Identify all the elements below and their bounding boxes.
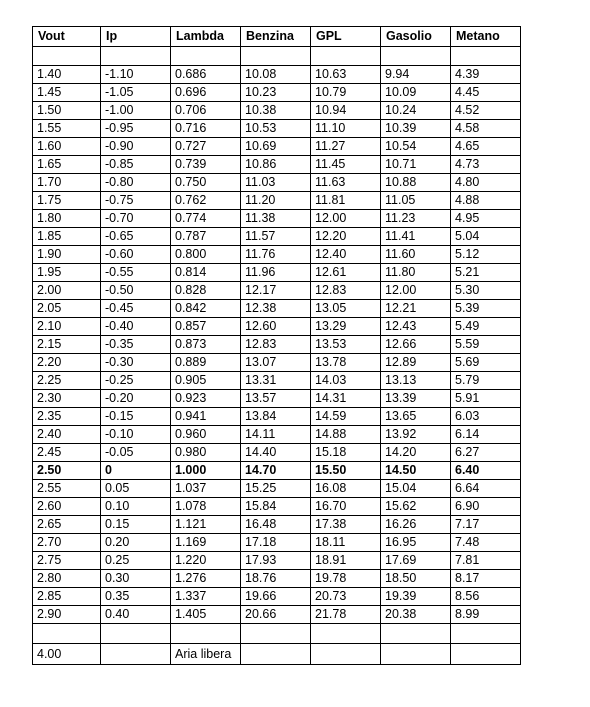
- cell-metano: 4.65: [451, 138, 521, 156]
- cell-metano: 5.30: [451, 282, 521, 300]
- cell-ip: -0.05: [101, 444, 171, 462]
- cell-ip: -0.15: [101, 408, 171, 426]
- header-metano: Metano: [451, 27, 521, 47]
- cell-lambda: 0.889: [171, 354, 241, 372]
- table-row: [33, 588, 521, 606]
- cell-ip: -0.40: [101, 318, 171, 336]
- cell-vout: 1.70: [33, 174, 101, 192]
- cell-metano: 4.73: [451, 156, 521, 174]
- table-row: [33, 408, 521, 426]
- cell-benzina: 11.76: [241, 246, 311, 264]
- table-row: [33, 390, 521, 408]
- cell-gasolio: 18.50: [381, 570, 451, 588]
- header-row: [33, 27, 521, 47]
- cell-lambda: 0.750: [171, 174, 241, 192]
- cell-lambda: 0.739: [171, 156, 241, 174]
- table-row: [33, 462, 521, 480]
- cell-vout: 2.85: [33, 588, 101, 606]
- cell-lambda: 0.980: [171, 444, 241, 462]
- cell-ip: -0.55: [101, 264, 171, 282]
- cell-vout: 2.90: [33, 606, 101, 624]
- cell-lambda: 0.857: [171, 318, 241, 336]
- cell-gpl: 17.38: [311, 516, 381, 534]
- cell-lambda: 0.923: [171, 390, 241, 408]
- cell-ip: -0.70: [101, 210, 171, 228]
- cell-metano: 5.21: [451, 264, 521, 282]
- cell-vout: 1.65: [33, 156, 101, 174]
- cell-lambda: 0.873: [171, 336, 241, 354]
- cell-vout: 2.70: [33, 534, 101, 552]
- cell-metano: 8.17: [451, 570, 521, 588]
- cell-gasolio: 11.23: [381, 210, 451, 228]
- header-lambda: Lambda: [171, 27, 241, 47]
- cell-gpl: 19.78: [311, 570, 381, 588]
- cell-gasolio: 11.80: [381, 264, 451, 282]
- cell-lambda: 0.686: [171, 66, 241, 84]
- cell-ip: -1.00: [101, 102, 171, 120]
- cell-vout: 2.50: [33, 462, 101, 480]
- cell-gasolio: 15.62: [381, 498, 451, 516]
- cell-lambda: 0.727: [171, 138, 241, 156]
- table-row: [33, 372, 521, 390]
- cell-vout: 2.75: [33, 552, 101, 570]
- cell-metano: 6.27: [451, 444, 521, 462]
- cell-lambda: 0.787: [171, 228, 241, 246]
- cell-lambda: 1.276: [171, 570, 241, 588]
- cell-gasolio: 11.05: [381, 192, 451, 210]
- cell-ip: -1.10: [101, 66, 171, 84]
- table-row: [33, 120, 521, 138]
- cell-gasolio: 19.39: [381, 588, 451, 606]
- final-cell-benzina: [241, 644, 311, 665]
- cell-benzina: 11.03: [241, 174, 311, 192]
- cell-ip: -0.60: [101, 246, 171, 264]
- cell-vout: 2.60: [33, 498, 101, 516]
- table-row: [33, 444, 521, 462]
- cell-metano: 5.12: [451, 246, 521, 264]
- cell-metano: 4.39: [451, 66, 521, 84]
- cell-benzina: 10.69: [241, 138, 311, 156]
- cell-gasolio: 12.21: [381, 300, 451, 318]
- cell-ip: -0.75: [101, 192, 171, 210]
- cell-gpl: 13.78: [311, 354, 381, 372]
- header-ip: Ip: [101, 27, 171, 47]
- cell-gasolio: 12.66: [381, 336, 451, 354]
- cell-vout: 1.40: [33, 66, 101, 84]
- cell-vout: 2.00: [33, 282, 101, 300]
- final-cell-metano: [451, 644, 521, 665]
- cell-lambda: 1.078: [171, 498, 241, 516]
- cell-benzina: 13.07: [241, 354, 311, 372]
- cell-benzina: 11.57: [241, 228, 311, 246]
- cell-vout: 2.15: [33, 336, 101, 354]
- cell-gasolio: 12.43: [381, 318, 451, 336]
- cell-vout: 2.20: [33, 354, 101, 372]
- cell-benzina: 13.31: [241, 372, 311, 390]
- cell-gasolio: 14.20: [381, 444, 451, 462]
- cell-benzina: 19.66: [241, 588, 311, 606]
- cell-metano: 4.80: [451, 174, 521, 192]
- cell-benzina: 12.60: [241, 318, 311, 336]
- cell-benzina: 15.84: [241, 498, 311, 516]
- table-row: [33, 606, 521, 624]
- cell-vout: 1.60: [33, 138, 101, 156]
- cell-ip: 0.20: [101, 534, 171, 552]
- cell-benzina: 15.25: [241, 480, 311, 498]
- cell-ip: 0.15: [101, 516, 171, 534]
- cell-gpl: 16.08: [311, 480, 381, 498]
- final-cell-lambda: Aria libera: [171, 644, 241, 665]
- cell-ip: -0.65: [101, 228, 171, 246]
- cell-benzina: 10.23: [241, 84, 311, 102]
- cell-vout: 1.80: [33, 210, 101, 228]
- cell-ip: 0.30: [101, 570, 171, 588]
- cell-benzina: 11.38: [241, 210, 311, 228]
- cell-ip: -0.35: [101, 336, 171, 354]
- cell-metano: 6.90: [451, 498, 521, 516]
- cell-gasolio: 16.26: [381, 516, 451, 534]
- cell-gasolio: 20.38: [381, 606, 451, 624]
- cell-metano: 6.64: [451, 480, 521, 498]
- cell-benzina: 13.57: [241, 390, 311, 408]
- cell-metano: 4.52: [451, 102, 521, 120]
- cell-gpl: 12.00: [311, 210, 381, 228]
- cell-gpl: 20.73: [311, 588, 381, 606]
- cell-gasolio: 10.54: [381, 138, 451, 156]
- table-row: [33, 192, 521, 210]
- cell-benzina: 10.86: [241, 156, 311, 174]
- table-row: [33, 498, 521, 516]
- cell-metano: 4.58: [451, 120, 521, 138]
- cell-ip: -0.25: [101, 372, 171, 390]
- cell-ip: -0.85: [101, 156, 171, 174]
- cell-lambda: 0.774: [171, 210, 241, 228]
- cell-benzina: 17.93: [241, 552, 311, 570]
- cell-metano: 6.40: [451, 462, 521, 480]
- cell-benzina: 13.84: [241, 408, 311, 426]
- cell-metano: 6.03: [451, 408, 521, 426]
- lambda-table: [32, 26, 521, 665]
- cell-gpl: 13.29: [311, 318, 381, 336]
- cell-vout: 2.25: [33, 372, 101, 390]
- cell-benzina: 10.08: [241, 66, 311, 84]
- table-row: [33, 84, 521, 102]
- table-row: [33, 246, 521, 264]
- cell-gasolio: 9.94: [381, 66, 451, 84]
- cell-gpl: 21.78: [311, 606, 381, 624]
- cell-lambda: 1.121: [171, 516, 241, 534]
- cell-metano: 5.49: [451, 318, 521, 336]
- table-row: [33, 210, 521, 228]
- cell-gasolio: 12.89: [381, 354, 451, 372]
- table-row: [33, 138, 521, 156]
- cell-gpl: 10.79: [311, 84, 381, 102]
- cell-metano: 5.39: [451, 300, 521, 318]
- final-cell-gasolio: [381, 644, 451, 665]
- cell-vout: 2.45: [33, 444, 101, 462]
- table-row: [33, 516, 521, 534]
- table-row: [33, 102, 521, 120]
- cell-gpl: 11.63: [311, 174, 381, 192]
- cell-metano: 4.95: [451, 210, 521, 228]
- cell-gpl: 18.11: [311, 534, 381, 552]
- cell-gpl: 15.18: [311, 444, 381, 462]
- cell-ip: -0.90: [101, 138, 171, 156]
- cell-gpl: 11.10: [311, 120, 381, 138]
- header-gasolio: Gasolio: [381, 27, 451, 47]
- cell-ip: -0.10: [101, 426, 171, 444]
- cell-gasolio: 13.39: [381, 390, 451, 408]
- cell-gpl: 13.05: [311, 300, 381, 318]
- table-row: [33, 552, 521, 570]
- blank-row: [33, 624, 521, 644]
- cell-gasolio: 10.71: [381, 156, 451, 174]
- cell-lambda: 1.405: [171, 606, 241, 624]
- cell-vout: 2.55: [33, 480, 101, 498]
- cell-gasolio: 10.09: [381, 84, 451, 102]
- table-row: [33, 318, 521, 336]
- cell-benzina: 11.20: [241, 192, 311, 210]
- cell-metano: 7.48: [451, 534, 521, 552]
- free-air-row: [33, 644, 521, 665]
- cell-benzina: 10.53: [241, 120, 311, 138]
- table-row: [33, 426, 521, 444]
- cell-benzina: 17.18: [241, 534, 311, 552]
- cell-ip: 0.05: [101, 480, 171, 498]
- table-row: [33, 300, 521, 318]
- cell-vout: 2.80: [33, 570, 101, 588]
- cell-vout: 2.30: [33, 390, 101, 408]
- cell-gpl: 14.31: [311, 390, 381, 408]
- cell-vout: 2.10: [33, 318, 101, 336]
- cell-metano: 7.17: [451, 516, 521, 534]
- cell-lambda: 0.960: [171, 426, 241, 444]
- cell-gasolio: 13.13: [381, 372, 451, 390]
- cell-gpl: 10.94: [311, 102, 381, 120]
- table-body: [33, 27, 521, 665]
- cell-lambda: 0.941: [171, 408, 241, 426]
- cell-gasolio: 14.50: [381, 462, 451, 480]
- cell-metano: 6.14: [451, 426, 521, 444]
- cell-vout: 2.35: [33, 408, 101, 426]
- cell-gpl: 11.27: [311, 138, 381, 156]
- cell-gasolio: 10.24: [381, 102, 451, 120]
- cell-ip: -0.95: [101, 120, 171, 138]
- cell-gpl: 11.45: [311, 156, 381, 174]
- cell-gasolio: 10.39: [381, 120, 451, 138]
- cell-vout: 1.55: [33, 120, 101, 138]
- cell-ip: -0.30: [101, 354, 171, 372]
- cell-gasolio: 16.95: [381, 534, 451, 552]
- cell-ip: -0.50: [101, 282, 171, 300]
- cell-lambda: 0.800: [171, 246, 241, 264]
- cell-benzina: 14.70: [241, 462, 311, 480]
- cell-gpl: 10.63: [311, 66, 381, 84]
- cell-vout: 2.05: [33, 300, 101, 318]
- cell-vout: 1.50: [33, 102, 101, 120]
- cell-gasolio: 11.60: [381, 246, 451, 264]
- cell-benzina: 12.17: [241, 282, 311, 300]
- cell-gpl: 15.50: [311, 462, 381, 480]
- table-row: [33, 228, 521, 246]
- table-row: [33, 336, 521, 354]
- cell-vout: 1.75: [33, 192, 101, 210]
- cell-gpl: 16.70: [311, 498, 381, 516]
- cell-vout: 1.45: [33, 84, 101, 102]
- table-row: [33, 354, 521, 372]
- cell-vout: 1.95: [33, 264, 101, 282]
- cell-benzina: 10.38: [241, 102, 311, 120]
- table-row: [33, 264, 521, 282]
- cell-metano: 8.56: [451, 588, 521, 606]
- cell-lambda: 1.169: [171, 534, 241, 552]
- cell-gasolio: 10.88: [381, 174, 451, 192]
- cell-gpl: 14.59: [311, 408, 381, 426]
- cell-lambda: 1.037: [171, 480, 241, 498]
- cell-lambda: 1.220: [171, 552, 241, 570]
- header-vout: Vout: [33, 27, 101, 47]
- cell-gpl: 14.03: [311, 372, 381, 390]
- cell-lambda: 1.000: [171, 462, 241, 480]
- cell-gpl: 12.61: [311, 264, 381, 282]
- cell-gpl: 12.20: [311, 228, 381, 246]
- cell-lambda: 0.762: [171, 192, 241, 210]
- final-cell-gpl: [311, 644, 381, 665]
- cell-benzina: 12.38: [241, 300, 311, 318]
- cell-gasolio: 13.92: [381, 426, 451, 444]
- cell-gpl: 14.88: [311, 426, 381, 444]
- cell-ip: 0: [101, 462, 171, 480]
- cell-lambda: 0.842: [171, 300, 241, 318]
- cell-metano: 5.04: [451, 228, 521, 246]
- cell-benzina: 12.83: [241, 336, 311, 354]
- cell-metano: 5.59: [451, 336, 521, 354]
- cell-ip: 0.25: [101, 552, 171, 570]
- table-row: [33, 534, 521, 552]
- cell-ip: 0.40: [101, 606, 171, 624]
- cell-gasolio: 15.04: [381, 480, 451, 498]
- cell-ip: -1.05: [101, 84, 171, 102]
- cell-benzina: 18.76: [241, 570, 311, 588]
- cell-gasolio: 13.65: [381, 408, 451, 426]
- cell-metano: 8.99: [451, 606, 521, 624]
- cell-ip: -0.80: [101, 174, 171, 192]
- table-row: [33, 156, 521, 174]
- table-row: [33, 66, 521, 84]
- cell-lambda: 0.706: [171, 102, 241, 120]
- cell-gpl: 12.40: [311, 246, 381, 264]
- cell-benzina: 14.40: [241, 444, 311, 462]
- cell-ip: 0.35: [101, 588, 171, 606]
- cell-metano: 4.45: [451, 84, 521, 102]
- header-gpl: GPL: [311, 27, 381, 47]
- cell-vout: 1.90: [33, 246, 101, 264]
- cell-metano: 5.69: [451, 354, 521, 372]
- cell-metano: 5.91: [451, 390, 521, 408]
- cell-lambda: 1.337: [171, 588, 241, 606]
- cell-gpl: 13.53: [311, 336, 381, 354]
- cell-metano: 7.81: [451, 552, 521, 570]
- cell-vout: 2.65: [33, 516, 101, 534]
- cell-metano: 4.88: [451, 192, 521, 210]
- cell-metano: 5.79: [451, 372, 521, 390]
- cell-benzina: 16.48: [241, 516, 311, 534]
- cell-ip: -0.45: [101, 300, 171, 318]
- cell-lambda: 0.814: [171, 264, 241, 282]
- cell-benzina: 14.11: [241, 426, 311, 444]
- cell-ip: 0.10: [101, 498, 171, 516]
- cell-lambda: 0.828: [171, 282, 241, 300]
- cell-ip: -0.20: [101, 390, 171, 408]
- final-cell-vout: 4.00: [33, 644, 101, 665]
- cell-benzina: 11.96: [241, 264, 311, 282]
- header-benzina: Benzina: [241, 27, 311, 47]
- table-row: [33, 480, 521, 498]
- spacer-row: [33, 47, 521, 66]
- final-cell-ip: [101, 644, 171, 665]
- cell-vout: 1.85: [33, 228, 101, 246]
- cell-vout: 2.40: [33, 426, 101, 444]
- cell-lambda: 0.696: [171, 84, 241, 102]
- cell-lambda: 0.716: [171, 120, 241, 138]
- cell-gasolio: 12.00: [381, 282, 451, 300]
- table-row: [33, 174, 521, 192]
- cell-gpl: 12.83: [311, 282, 381, 300]
- cell-gpl: 18.91: [311, 552, 381, 570]
- data-sheet: [32, 26, 521, 665]
- cell-gpl: 11.81: [311, 192, 381, 210]
- cell-gasolio: 11.41: [381, 228, 451, 246]
- cell-benzina: 20.66: [241, 606, 311, 624]
- table-row: [33, 282, 521, 300]
- cell-gasolio: 17.69: [381, 552, 451, 570]
- cell-lambda: 0.905: [171, 372, 241, 390]
- table-row: [33, 570, 521, 588]
